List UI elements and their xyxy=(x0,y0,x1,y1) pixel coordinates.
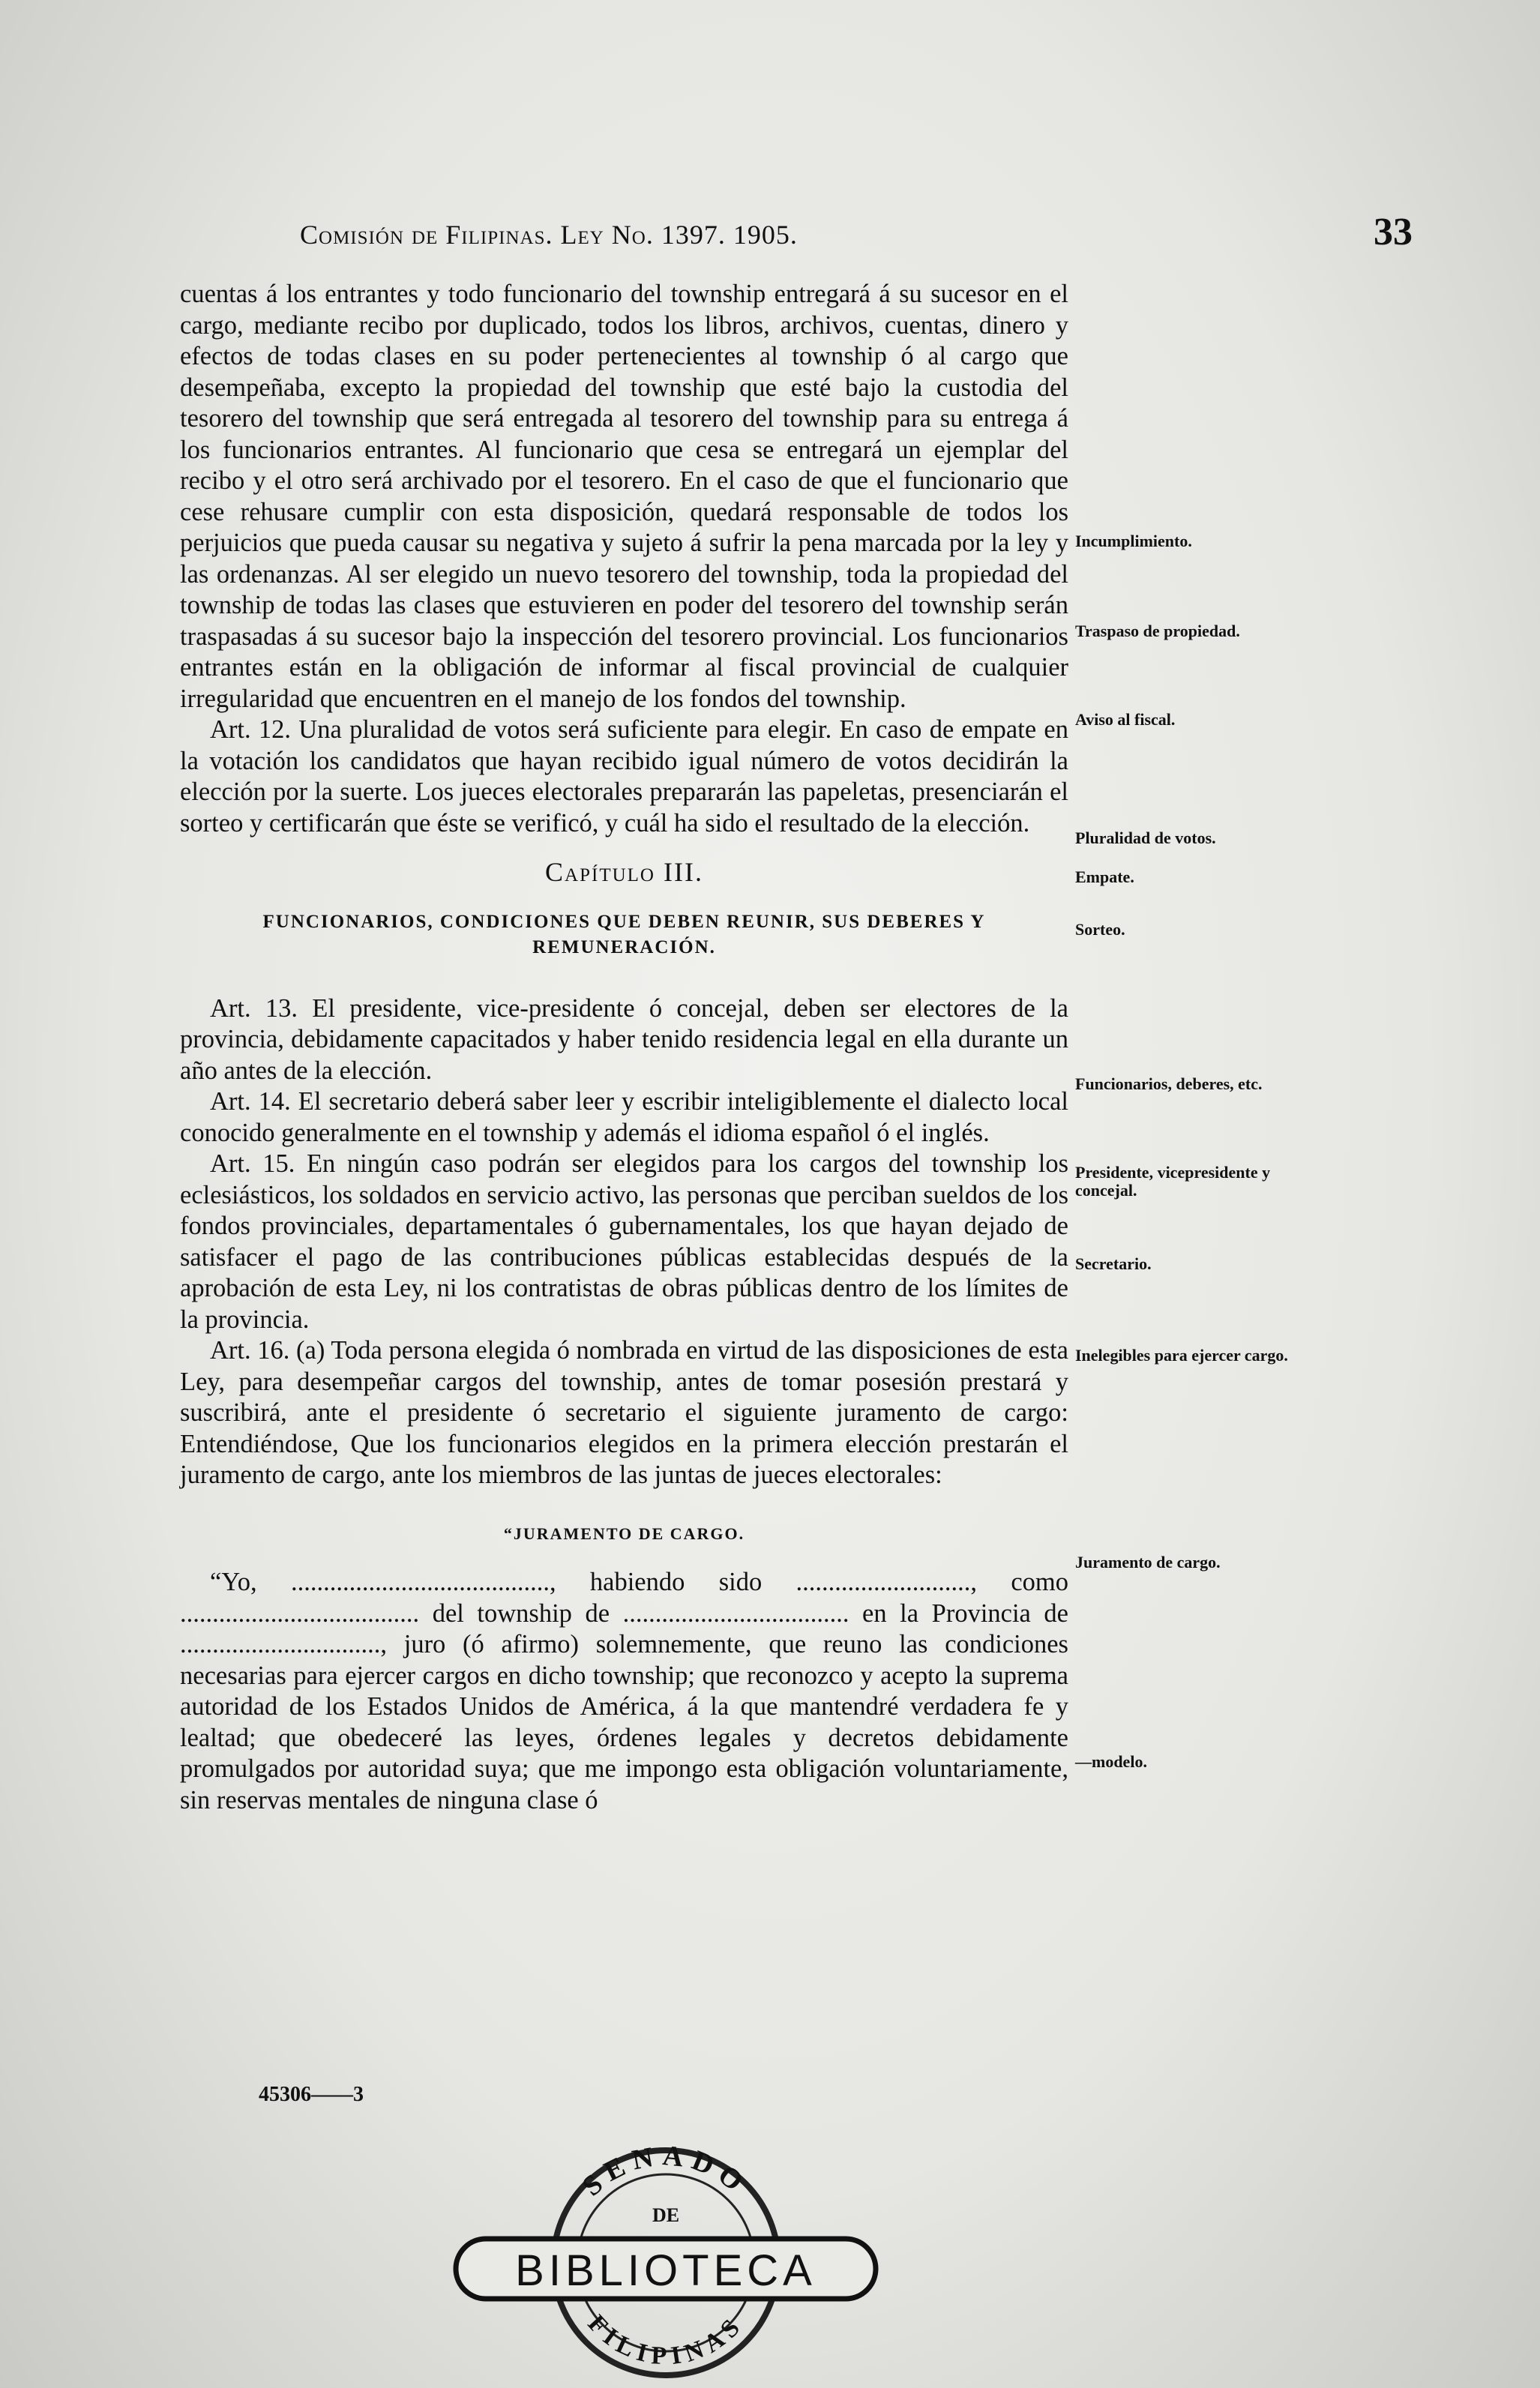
margin-note-presidente: Presidente, vicepresidente y concejal. xyxy=(1075,1163,1271,1200)
paragraph-continuation: cuentas á los entrantes y todo funcionario del township entregará á su sucesor en el cargo, mediante recibo por duplicado, todos los libros, archivos, cuentas, dinero y efectos de todas clases en su poder pertenecientes al township ó al cargo que desempeñaba, excepto la propiedad del township que esté bajo la custodia del tesorero del township que será entregada al tesorero del township para su entrega á los funcionarios entrantes. Al funcionario que cesa se entregará un ejemplar del recibo y el otro será archivado por el tesorero. En el caso de que el funcionario que cese rehusare cumplir con esta disposición, quedará responsable de todos los perjuicios que pueda causar su negativa y sujeto á sufrir la pena marcada por la ley y las ordenanzas. Al ser elegido un nuevo tesorero del township, toda la propiedad del township de todas las clases que estuvieren en poder del tesorero del township serán traspasadas á su sucesor bajo la inspección del tesorero provincial. Los funcionarios entrantes están en la obligación de informar al fiscal provincial de cualquier irregularidad que encuentren en el manejo de los fondos del township. xyxy=(180,280,1068,713)
margin-note-empate: Empate. xyxy=(1075,867,1134,886)
signature-code: 45306——3 xyxy=(259,2083,364,2106)
margin-note-aviso: Aviso al fiscal. xyxy=(1075,710,1176,729)
margin-note-inelegibles: Inelegibles para ejercer cargo. xyxy=(1075,1346,1288,1365)
stamp-bottom-text: FILIPINAS xyxy=(582,2309,750,2371)
article-13: Art. 13. El presidente, vice-presidente ó concejal, deben ser electores de la provincia, debidamente capacitados y haber tenido residencia legal en ella durante un año antes de la elección. xyxy=(180,993,1068,1085)
oath-block xyxy=(180,1567,1068,1816)
running-header: Comisión de Filipinas. Ley No. 1397. 1905. xyxy=(300,220,798,250)
article-14: Art. 14. El secretario deberá saber leer y escribir inteligiblemente el dialecto local conocido generalmente en el township y además el idioma español ó el inglés. xyxy=(180,1087,1068,1147)
margin-note-funcionarios: Funcionarios, deberes, etc. xyxy=(1075,1074,1263,1093)
margin-note-sorteo: Sorteo. xyxy=(1075,920,1125,939)
library-stamp xyxy=(441,2135,891,2383)
body-text xyxy=(180,279,1068,1816)
article-12: Art. 12. Una pluralidad de votos será suficiente para elegir. En caso de empate en la votación los candidatos que hayan recibido igual número de votos decidirán la elección por la suerte. Los jueces electorales prepararán las papeletas, presenciarán el sorteo y certificarán que éste se verificó, y cuál ha sido el resultado de la elección. xyxy=(180,715,1068,837)
stamp-center-text: BIBLIOTECA xyxy=(515,2246,816,2295)
margin-note-juramento: Juramento de cargo. xyxy=(1075,1553,1221,1572)
margin-note-secretario: Secretario. xyxy=(1075,1254,1152,1273)
article-15: Art. 15. En ningún caso podrán ser elegidos para los cargos del township los eclesiásticos, los soldados en servicio activo, las personas que perciban sueldos de los fondos provinciales, departamentales ó gubernamentales, los que hayan dejado de satisfacer el pago de las contribuciones públicas establecidas después de la aprobación de esta Ley, ni los contratistas de obras públicas dentro de los límites de la provincia. xyxy=(180,1149,1068,1334)
margin-note-incumplimiento: Incumplimiento. xyxy=(1075,532,1192,550)
margin-note-traspaso: Traspaso de propiedad. xyxy=(1075,622,1240,640)
oath-title: “JURAMENTO DE CARGO. xyxy=(503,1524,745,1543)
chapter-title: Capítulo III. xyxy=(545,857,703,887)
chapter-subtitle: FUNCIONARIOS, CONDICIONES QUE DEBEN REUNIR, SUS DEBERES Y REMUNERACIÓN. xyxy=(262,911,986,957)
stamp-middle-text: DE xyxy=(652,2204,680,2226)
article-16: Art. 16. (a) Toda persona elegida ó nombrada en virtud de las disposiciones de esta Ley, para desempeñar cargos del township, antes de tomar posesión prestará y suscribirá, ante el presidente ó secretario el siguiente juramento de cargo: Entendiéndose, Que los funcionarios elegidos en la primera elección prestarán el juramento de cargo, ante los miembros de las juntas de jueces electorales: xyxy=(180,1336,1068,1489)
margin-note-modelo: —modelo. xyxy=(1075,1752,1147,1771)
oath-text: “Yo, ........................................, habiendo sido ..........................., como ..................................... del township de ................................... en la Provincia de ..............................., juro (ó afirmo) solemnemente, que reuno las condiciones necesarias para ejercer cargos en dicho township; que reconozco y acepto la suprema autoridad de los Estados Unidos de América, á la que mantendré verdadera fe y lealtad; que obedeceré las leyes, órdenes legales y decretos debidamente promulgados por autoridad suya; que me impongo esta obligación voluntariamente, sin reservas mentales de ninguna clase ó xyxy=(180,1568,1068,1814)
margin-note-pluralidad: Pluralidad de votos. xyxy=(1075,828,1216,847)
stamp-top-text: SENADO xyxy=(576,2139,755,2203)
page-number: 33 xyxy=(1374,211,1413,253)
